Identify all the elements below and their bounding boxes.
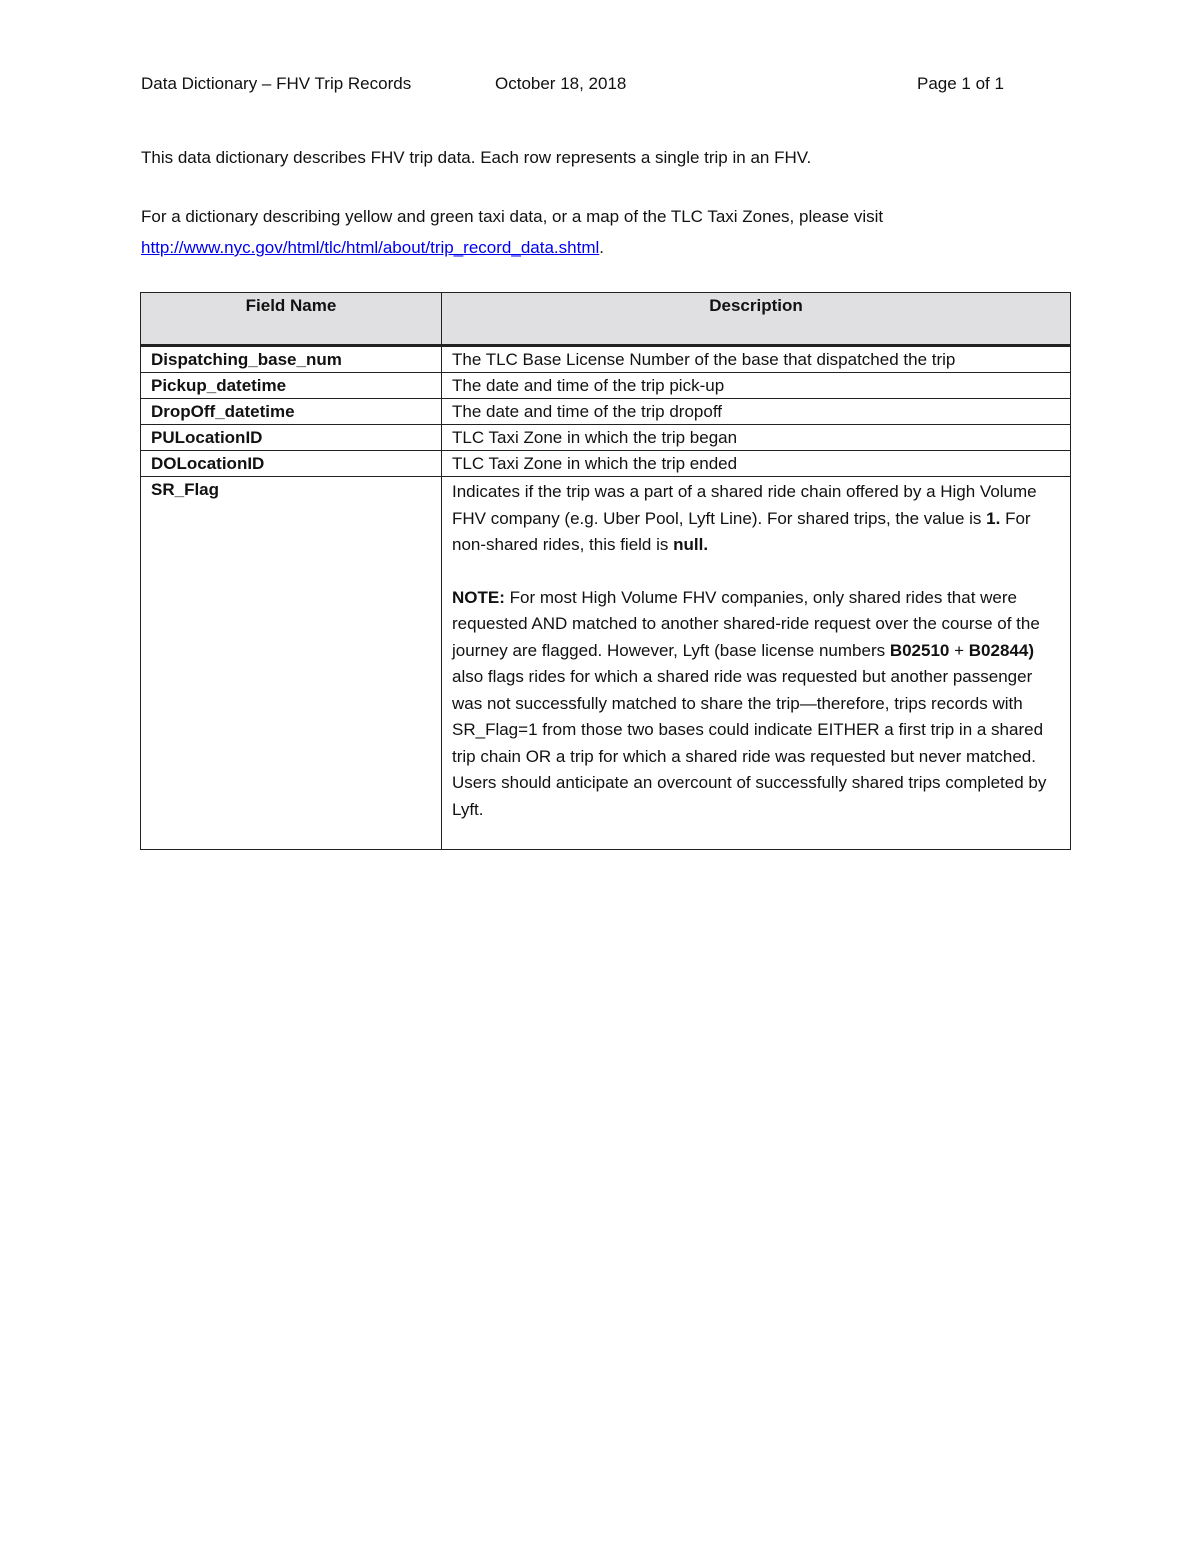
table-row xyxy=(141,425,1071,451)
intro-paragraph xyxy=(141,142,1041,173)
shared-value: 1. xyxy=(986,508,1001,528)
table-row xyxy=(141,451,1071,477)
field-name-cell: DropOff_datetime xyxy=(141,399,442,425)
description-cell: The TLC Base License Number of the base that dispatched the trip xyxy=(442,346,1071,373)
document-date: October 18, 2018 xyxy=(495,74,627,93)
base-number: B02844) xyxy=(968,640,1034,660)
field-name-cell: PULocationID xyxy=(141,425,442,451)
description-cell: The date and time of the trip dropoff xyxy=(442,399,1071,425)
note-text: + xyxy=(949,640,969,660)
null-value: null. xyxy=(673,535,709,554)
field-name-header: Field Name xyxy=(141,293,442,346)
link-suffix: . xyxy=(599,238,604,257)
description-header: Description xyxy=(442,293,1071,346)
description-cell xyxy=(442,477,1071,850)
reference-text: For a dictionary describing yellow and green taxi data, or a map of the TLC Taxi Zones, please visit xyxy=(141,207,884,226)
paragraph-gap xyxy=(452,559,1060,585)
sr-flag-description-text: For non-shared rides, this field is xyxy=(452,508,1031,554)
field-name-cell: Pickup_datetime xyxy=(141,373,442,399)
table-row-sr-flag xyxy=(141,477,1071,850)
reference-link-line xyxy=(141,232,1041,263)
sr-flag-description-text: Indicates if the trip was a part of a shared ride chain offered by a High Volume FHV company (e.g. Uber Pool, Lyft Line). For shared trips, the value is xyxy=(452,482,1037,528)
page-header xyxy=(141,74,1021,98)
trip-record-data-link[interactable]: http://www.nyc.gov/html/tlc/html/about/trip_record_data.shtml xyxy=(141,238,600,257)
intro-text: This data dictionary describes FHV trip data. Each row represents a single trip in an FHV. xyxy=(141,148,812,167)
reference-paragraph xyxy=(141,201,1041,263)
data-dictionary-table xyxy=(140,292,1071,850)
table-row xyxy=(141,373,1071,399)
note-label: NOTE: xyxy=(452,587,505,607)
document-title: Data Dictionary – FHV Trip Records xyxy=(141,74,412,93)
field-name-cell: Dispatching_base_num xyxy=(141,346,442,373)
field-name-cell: DOLocationID xyxy=(141,451,442,477)
base-number: B02510 xyxy=(889,640,950,660)
table-row xyxy=(141,346,1071,373)
table-row xyxy=(141,399,1071,425)
table-header-row xyxy=(141,293,1071,346)
description-cell: The date and time of the trip pick-up xyxy=(442,373,1071,399)
description-cell: TLC Taxi Zone in which the trip began xyxy=(442,425,1071,451)
description-cell: TLC Taxi Zone in which the trip ended xyxy=(442,451,1071,477)
note-text: For most High Volume FHV companies, only shared rides that were requested AND matched to another shared-ride request over the course of the journey are flagged. However, Lyft (base license numbers xyxy=(452,587,1040,660)
page-number: Page 1 of 1 xyxy=(917,74,1004,93)
note-text: also flags rides for which a shared ride was requested but another passenger was not successfully matched to share the trip—therefore, trips records with SR_Flag=1 from those two bases could indicate EITHER a first trip in a shared trip chain OR a trip for which a shared ride was requested but never matched. Users should anticipate an overcount of successfully shared trips completed by Lyft. xyxy=(452,667,1047,819)
field-name-cell: SR_Flag xyxy=(141,477,442,850)
